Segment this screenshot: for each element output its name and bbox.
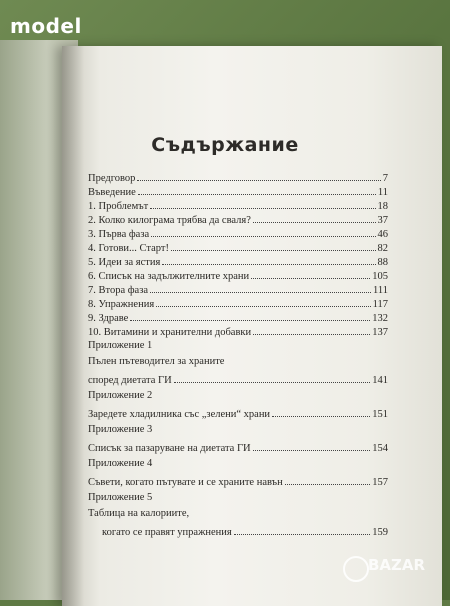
toc-entry-page: 105 bbox=[372, 271, 388, 282]
toc-entry-page: 141 bbox=[372, 375, 388, 386]
toc-entry bbox=[88, 406, 388, 420]
appendix-heading: Приложение 4 bbox=[88, 458, 153, 469]
toc-entry-page: 7 bbox=[382, 173, 388, 184]
leader-dots bbox=[151, 235, 375, 237]
toc-entry bbox=[88, 474, 388, 488]
toc-entry-label: 10. Витамини и хранителни добавки bbox=[88, 327, 252, 338]
watermark-model: model bbox=[10, 14, 82, 38]
toc-entry bbox=[88, 170, 388, 184]
leader-dots bbox=[171, 249, 376, 251]
toc-entry-page: 117 bbox=[372, 299, 388, 310]
leader-dots bbox=[253, 449, 371, 451]
toc-entry-label: Предговор bbox=[88, 173, 136, 184]
leader-dots bbox=[162, 263, 375, 265]
toc-entry-label: 8. Упражнения bbox=[88, 299, 155, 310]
toc-entry bbox=[88, 198, 388, 212]
toc-entry-page: 137 bbox=[372, 327, 388, 338]
toc-entry-page: 11 bbox=[377, 187, 388, 198]
leader-dots bbox=[285, 483, 371, 485]
toc-entry-page: 37 bbox=[377, 215, 388, 226]
toc-entry-page: 18 bbox=[377, 201, 388, 212]
toc-entry-label: 1. Проблемът bbox=[88, 201, 149, 212]
leader-dots bbox=[253, 221, 376, 223]
leader-dots bbox=[130, 319, 370, 321]
leader-dots bbox=[137, 179, 380, 181]
leader-dots bbox=[174, 381, 371, 383]
toc-entry-page: 88 bbox=[377, 257, 388, 268]
leader-dots bbox=[272, 415, 370, 417]
toc-entry bbox=[102, 524, 388, 538]
toc-entry-label: 2. Колко килограма трябва да сваля? bbox=[88, 215, 251, 226]
leader-dots bbox=[150, 291, 371, 293]
leader-dots bbox=[138, 193, 376, 195]
toc-entry-page: 159 bbox=[372, 527, 388, 538]
toc-entry-page: 82 bbox=[377, 243, 388, 254]
page-gutter-shadow bbox=[62, 46, 84, 606]
toc-entry-label: Списък за пазаруване на диетата ГИ bbox=[88, 443, 251, 454]
toc-entry bbox=[88, 226, 388, 240]
toc-entry-label: 5. Идеи за ястия bbox=[88, 257, 161, 268]
toc-entry-label: 6. Списък на задължителните храни bbox=[88, 271, 250, 282]
toc-entry bbox=[88, 282, 388, 296]
toc-entry-page: 157 bbox=[372, 477, 388, 488]
toc-entry-label: 3. Първа фаза bbox=[88, 229, 150, 240]
appendix-heading: Приложение 2 bbox=[88, 390, 153, 401]
toc-entry-label: 4. Готови... Старт! bbox=[88, 243, 169, 254]
toc-entry bbox=[88, 324, 388, 338]
appendix-line: Таблица на калориите, bbox=[88, 508, 190, 519]
toc-entry-page: 46 bbox=[377, 229, 388, 240]
toc-entry-label: Въведение bbox=[88, 187, 136, 198]
leader-dots bbox=[251, 277, 370, 279]
toc-entry-label: 7. Втора фаза bbox=[88, 285, 149, 296]
appendix-heading: Приложение 1 bbox=[88, 340, 153, 351]
toc-entry-label: според диетата ГИ bbox=[88, 375, 172, 386]
watermark-bazar: BAZAR bbox=[368, 556, 426, 574]
appendix-heading: Приложение 5 bbox=[88, 492, 153, 503]
toc-entry bbox=[88, 296, 388, 310]
leader-dots bbox=[253, 333, 370, 335]
bazar-logo-icon bbox=[343, 556, 369, 582]
page-title: Съдържание bbox=[151, 134, 299, 156]
toc-entry-page: 132 bbox=[372, 313, 388, 324]
appendix-heading: Приложение 3 bbox=[88, 424, 153, 435]
toc-entry-page: 154 bbox=[372, 443, 388, 454]
toc-entry-page: 151 bbox=[372, 409, 388, 420]
leader-dots bbox=[234, 533, 371, 535]
toc-entry bbox=[88, 212, 388, 226]
toc-entry bbox=[88, 440, 388, 454]
toc-entry-label: Съвети, когато пътувате и се храните навън bbox=[88, 477, 283, 488]
toc-entry bbox=[88, 240, 388, 254]
toc-entry bbox=[88, 372, 388, 386]
appendix-line: Пълен пътеводител за храните bbox=[88, 356, 225, 367]
toc-entry bbox=[88, 268, 388, 282]
toc-entry-label: когато се правят упражнения bbox=[102, 527, 232, 538]
toc-entry bbox=[88, 184, 388, 198]
leader-dots bbox=[150, 207, 375, 209]
toc-entry-label: 9. Здраве bbox=[88, 313, 129, 324]
toc-entry-page: 111 bbox=[373, 285, 388, 296]
leader-dots bbox=[156, 305, 370, 307]
toc-entry bbox=[88, 254, 388, 268]
toc-entry bbox=[88, 310, 388, 324]
toc-entry-label: Заредете хладилника със „зелени“ храни bbox=[88, 409, 271, 420]
